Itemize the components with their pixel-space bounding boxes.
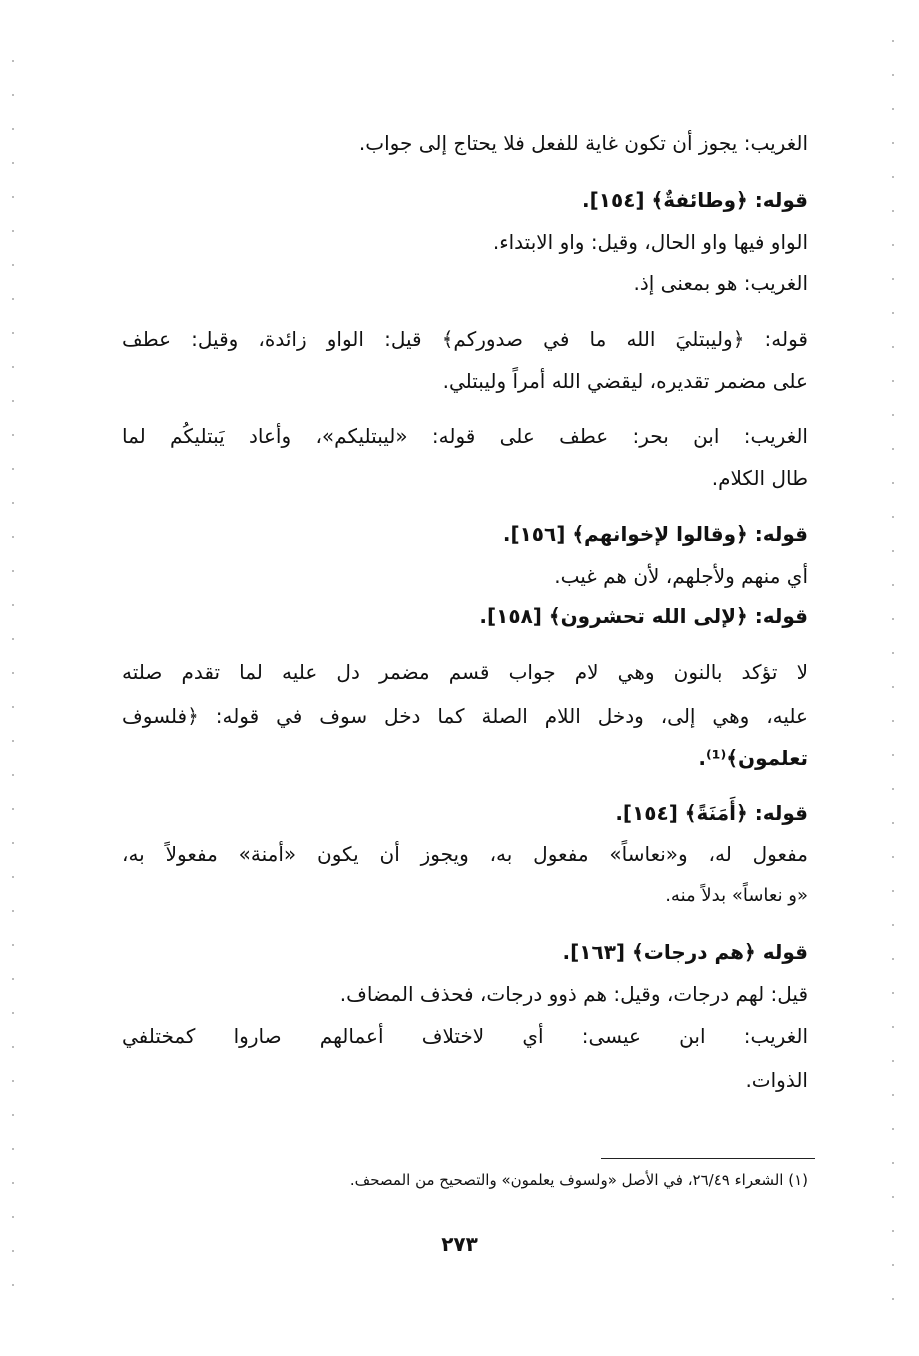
text-line-6: على مضمر تقديره، ليقضي الله أمراً وليبتلي.	[442, 369, 808, 393]
text-line-19: قيل: لهم درجات، وقيل: هم ذوو درجات، فحذف المضاف.	[339, 982, 808, 1006]
text-line-20: الغريب: ابن عيسى: أي لاختلاف أعمالهم صاروا كمختلفي	[122, 1024, 808, 1048]
text-line-7: الغريب: ابن بحر: عطف على قوله: «ليبتليكم»، وأعاد يَبتليكُم لما	[122, 424, 808, 448]
text-line-5: قوله: ﴿وليبتليَ الله ما في صدوركم﴾ قيل: الواو زائدة، وقيل: عطف	[122, 327, 808, 351]
text-line-8: طال الكلام.	[711, 466, 808, 490]
scan-edge-left	[12, 60, 14, 1310]
text-line-11: قوله: ﴿لإلى الله تحشرون﴾ [١٥٨].	[479, 604, 808, 628]
text-line-2: قوله: ﴿وطائفةٌ﴾ [١٥٤].	[582, 188, 808, 212]
text-line-4: الغريب: هو بمعنى إذ.	[633, 271, 808, 295]
footnote-separator	[601, 1158, 815, 1159]
text-line-15: قوله: ﴿أَمَنَةً﴾ [١٥٤].	[615, 801, 808, 825]
text-line-10: أي منهم ولأجلهم، لأن هم غيب.	[554, 564, 808, 588]
scan-edge-right	[892, 40, 894, 1320]
footnote: (١) الشعراء ٢٦/٤٩، في الأصل «ولسوف يعلمون» والتصحيح من المصحف.	[349, 1171, 808, 1189]
text-line-9: قوله: ﴿وقالوا لإخوانهم﴾ [١٥٦].	[502, 522, 808, 546]
text-line-1: الغريب: يجوز أن تكون غاية للفعل فلا يحتاج إلى جواب.	[358, 131, 808, 155]
text-line-12: لا تؤكد بالنون وهي لام جواب قسم مضمر دل عليه لما تقدم صلته	[122, 660, 808, 684]
text-line-16: مفعول له، و«نعاساً» مفعول به، ويجوز أن يكون «أمنة» مفعولاً به،	[122, 842, 808, 866]
text-line-13: عليه، وهي إلى، ودخل اللام الصلة كما دخل سوف في قوله: ﴿فلسوف	[122, 704, 808, 728]
text-line-14: تعلمون﴾⁽¹⁾.	[698, 746, 808, 770]
text-line-17: «و نعاساً» بدلاً منه.	[665, 885, 808, 906]
text-line-18: قوله ﴿هم درجات﴾ [١٦٣].	[562, 940, 808, 964]
page-number: ٢٧٣	[441, 1232, 478, 1256]
text-line-3: الواو فيها واو الحال، وقيل: واو الابتداء.	[492, 230, 808, 254]
text-line-21: الذوات.	[745, 1068, 808, 1092]
